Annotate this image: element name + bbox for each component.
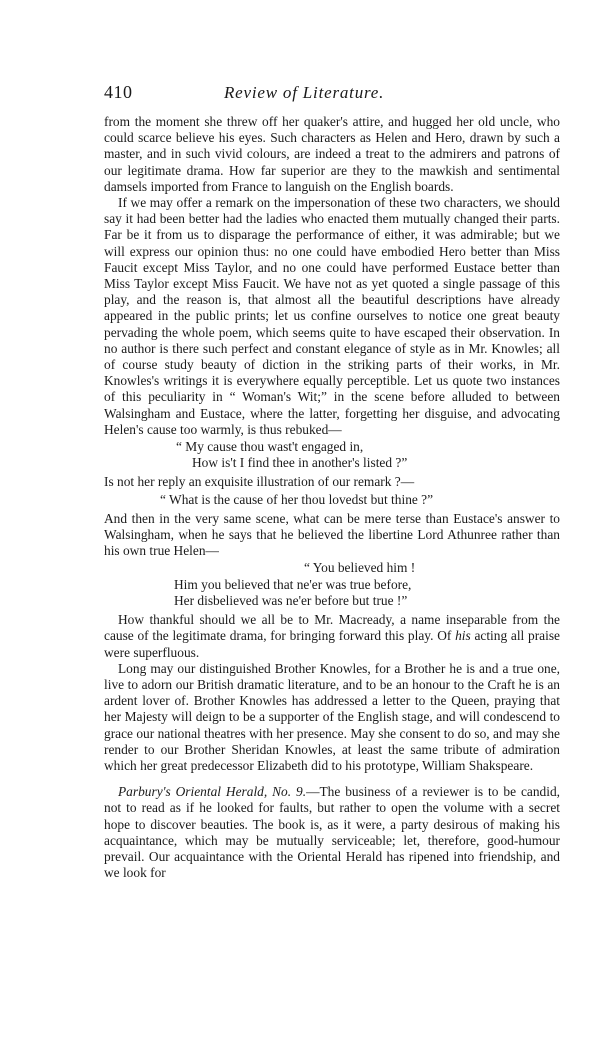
paragraph-5-text-b: acting all praise were superfluous. <box>104 628 560 660</box>
quotation-1-line-1: “ My cause thou wast't engaged in, <box>176 439 364 455</box>
review-title: Parbury's Oriental Herald, No. 9. <box>118 784 307 800</box>
quotation-3-line-2: Him you believed that ne'er was true before, <box>174 576 412 592</box>
quotation-1 <box>104 439 560 471</box>
quotation-1-line-2: How is't I find thee in another's listed ?” <box>192 455 408 471</box>
paragraph-3: Is not her reply an exquisite illustration of our remark ?— <box>104 474 415 490</box>
paragraph-5-text-a: How thankful should we all be to Mr. Macready, a name inseparable from the cause of the legitimate drama, for bringing forward this play. Of <box>104 612 560 644</box>
quotation-2 <box>104 492 560 508</box>
quotation-3-line-1: “ You believed him ! <box>304 560 416 576</box>
section-gap <box>104 774 560 784</box>
article-body <box>104 114 560 881</box>
paragraph-7-text: —The business of a reviewer is to be candid, not to read as if he looked for faults, but rather to open the volume with a secret hope to discover beauties. The book is, as it were, a party desirous of making his acquaintance, which may be mutually serviceable; let, therefore, good-humour prevail. Our acquaintance with the Oriental Herald has ripened into friendship, and we look for <box>104 784 560 881</box>
paragraph-1: from the moment she threw off her quaker's attire, and hugged her old uncle, who could scarce believe his eyes. Such characters as Helen and Hero, drawn by such a master, and in such vivid colours, are indeed a treat to the admirers and patrons of our legitimate drama. How far superior are they to the mawkish and sentimental damsels imported from France to languish on the English boards. <box>104 114 560 194</box>
quotation-2-line-1: “ What is the cause of her thou lovedst but thine ?” <box>160 491 434 507</box>
page-header <box>104 82 560 108</box>
paragraph-5 <box>104 612 560 661</box>
quotation-3-line-3: Her disbelieved was ne'er before but true !” <box>174 592 408 608</box>
paragraph-7 <box>104 784 560 881</box>
quotation-3 <box>104 560 560 609</box>
paragraph-2: If we may offer a remark on the impersonation of these two characters, we should say it had been better had the ladies who enacted them mutually changed their parts. Far be it from us to disparage the performance of either, it was admirable; but we will express our opinion thus: no one could have embodied Hero better than Miss Faucit except Miss Taylor, and no one could have performed Eustace better than Miss Taylor except Miss Faucit. We have not as yet quoted a single passage of this play, and the reason is, that almost all the beautiful descriptions have already appeared in the public prints; let us confine ourselves to notice one great beauty pervading the whole poem, which seems quite to have escaped their observation. In no author is there such perfect and constant elegance of style as in Mr. Knowles; all of course study beauty of diction in the striking parts of their works, in Mr. Knowles's writings it is everywhere equally perceptible. Let us quote two instances of this peculiarity in “ Woman's Wit;” in the scene before alluded to between Walsingham and Eustace, where the latter, forgetting her disguise, and advocating Helen's cause too warmly, is thus rebuked— <box>104 195 560 437</box>
paragraph-5-italic: his <box>455 628 471 644</box>
page-number: 410 <box>104 82 133 102</box>
paragraph-6: Long may our distinguished Brother Knowles, for a Brother he is and a true one, live to adorn our British dramatic literature, and to be an honour to the Craft he is an ardent lover of. Brother Knowles has addressed a letter to the Queen, praying that her Majesty will deign to be a supporter of the English stage, and will condescend to grace our national theatres with her presence. May she consent to do so, and may she render to our Brother Sheridan Knowles, at least the same tribute of admiration which her great predecessor Elizabeth did to his prototype, William Shakspeare. <box>104 660 560 773</box>
paragraph-4: And then in the very same scene, what can be mere terse than Eustace's answer to Walsingham, when he says that he believed the libertine Lord Athunree rather than his own true Helen— <box>104 510 560 559</box>
running-head: Review of Literature. <box>224 83 385 102</box>
